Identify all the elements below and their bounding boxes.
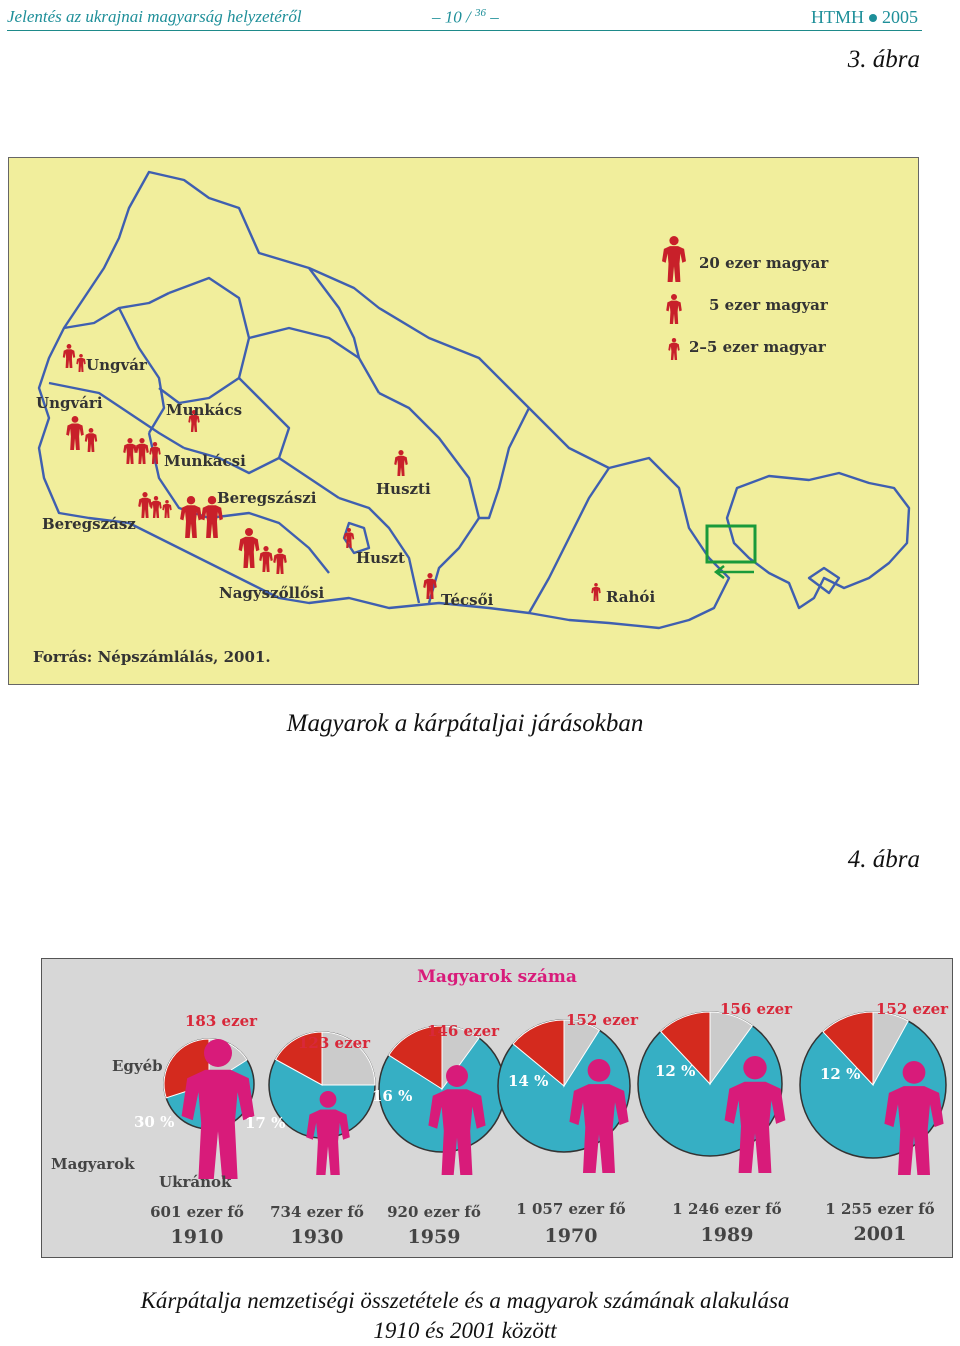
pct-label-1989: 12 %	[655, 1062, 696, 1080]
legend-5k: 5 ezer magyar	[709, 296, 828, 314]
district-munkacs: Munkács	[166, 401, 243, 419]
person-icon	[63, 344, 75, 368]
person-icon	[662, 236, 686, 282]
map-source: Forrás: Népszámlálás, 2001.	[33, 648, 271, 666]
district-border	[159, 278, 249, 403]
hungarian-count-1910: 183 ezer	[185, 1012, 258, 1030]
hungarian-count-1930: 123 ezer	[298, 1034, 371, 1052]
total-population-1970: 1 057 ezer fő	[516, 1200, 626, 1218]
header-year: 2005	[882, 7, 918, 27]
person-icon	[135, 438, 149, 464]
nationality-pie-chart	[41, 958, 953, 1258]
hungarian-count-2001: 152 ezer	[876, 1000, 949, 1018]
year-label-2001: 2001	[853, 1223, 907, 1245]
hungarian-count-1970: 152 ezer	[566, 1011, 639, 1029]
legend-20k: 20 ezer magyar	[699, 254, 829, 272]
figure4-number: 4. ábra	[847, 846, 920, 873]
district-border	[239, 378, 289, 458]
total-population-1910: 601 ezer fő	[150, 1203, 244, 1221]
district-rahoi: Rahói	[606, 588, 656, 606]
person-icon	[123, 438, 137, 464]
person-icon	[259, 546, 273, 572]
person-icon	[162, 500, 171, 518]
running-header	[7, 4, 922, 31]
figure4-caption-line1: Kárpátalja nemzetiségi összetétele és a magyarok számának alakulása	[140, 1288, 790, 1313]
district-ungvari: Ungvári	[36, 394, 103, 412]
pct-label-2001: 12 %	[820, 1065, 861, 1083]
year-label-1910: 1910	[170, 1226, 224, 1248]
pct-label-1910: 30 %	[134, 1113, 175, 1131]
person-icon	[66, 416, 84, 450]
chart-title: Magyarok száma	[417, 967, 577, 987]
person-icon	[668, 338, 679, 360]
pct-label-1930: 17 %	[245, 1114, 286, 1132]
person-icon	[666, 294, 682, 324]
hungarian-count-1959: 146 ezer	[427, 1022, 500, 1040]
year-label-1970: 1970	[544, 1225, 598, 1247]
year-label-1959: 1959	[407, 1226, 461, 1248]
person-icon	[591, 583, 600, 601]
figure3-caption: Magyarok a kárpátaljai járásokban	[286, 710, 644, 737]
inset-arrow-icon	[716, 566, 754, 578]
total-population-1959: 920 ezer fő	[387, 1203, 481, 1221]
page-number: – 10 / $^{36}$ –	[432, 7, 499, 27]
person-icon	[394, 450, 408, 476]
page-current: 10	[444, 7, 462, 27]
district-ungvar: Ungvár	[86, 356, 147, 374]
district-munkacsi: Munkácsi	[164, 452, 246, 470]
person-icon	[423, 573, 437, 599]
pct-label-1959: 16 %	[372, 1087, 413, 1105]
district-border	[379, 393, 479, 603]
year-label-1930: 1930	[290, 1226, 344, 1248]
person-icon	[76, 354, 85, 372]
district-huszti: Huszti	[376, 480, 431, 498]
district-beregszaszi: Beregszászi	[217, 489, 317, 507]
person-icon	[138, 492, 152, 518]
district-border	[479, 408, 529, 518]
figure3-number: 3. ábra	[847, 46, 920, 73]
person-icon	[150, 496, 161, 518]
district-huszt: Huszt	[356, 549, 405, 567]
total-population-1989: 1 246 ezer fő	[672, 1200, 782, 1218]
header-org	[811, 7, 918, 28]
district-beregszasz: Beregszász	[42, 515, 136, 533]
district-tecsoi: Técsői	[441, 591, 494, 609]
total-population-2001: 1 255 ezer fő	[825, 1200, 935, 1218]
year-label-1989: 1989	[700, 1224, 754, 1246]
person-icon	[239, 528, 260, 568]
person-icon	[85, 428, 97, 452]
district-border	[249, 328, 379, 393]
district-nagyszollosi: Nagyszőllősi	[219, 584, 325, 602]
district-border	[64, 293, 169, 328]
legend-2-5k: 2–5 ezer magyar	[689, 338, 826, 356]
bullet-icon	[869, 14, 877, 22]
pct-label-1970: 14 %	[508, 1072, 549, 1090]
hungarian-count-1989: 156 ezer	[720, 1000, 793, 1018]
header-org-name: HTMH	[811, 7, 864, 27]
slice-label-other: Egyéb	[112, 1057, 163, 1075]
header-title: Jelentés az ukrajnai magyarság helyzetéről	[7, 7, 302, 26]
slice-label-ukrainian: Ukránok	[159, 1173, 232, 1191]
total-population-1930: 734 ezer fő	[270, 1203, 364, 1221]
figure4-caption-line2: 1910 és 2001 között	[373, 1318, 557, 1343]
page-total: 36	[474, 7, 486, 19]
person-icon	[273, 548, 287, 574]
person-icon	[180, 496, 202, 538]
slice-label-hungarian: Magyarok	[51, 1155, 135, 1173]
district-border	[309, 268, 359, 358]
district-map	[8, 157, 919, 685]
